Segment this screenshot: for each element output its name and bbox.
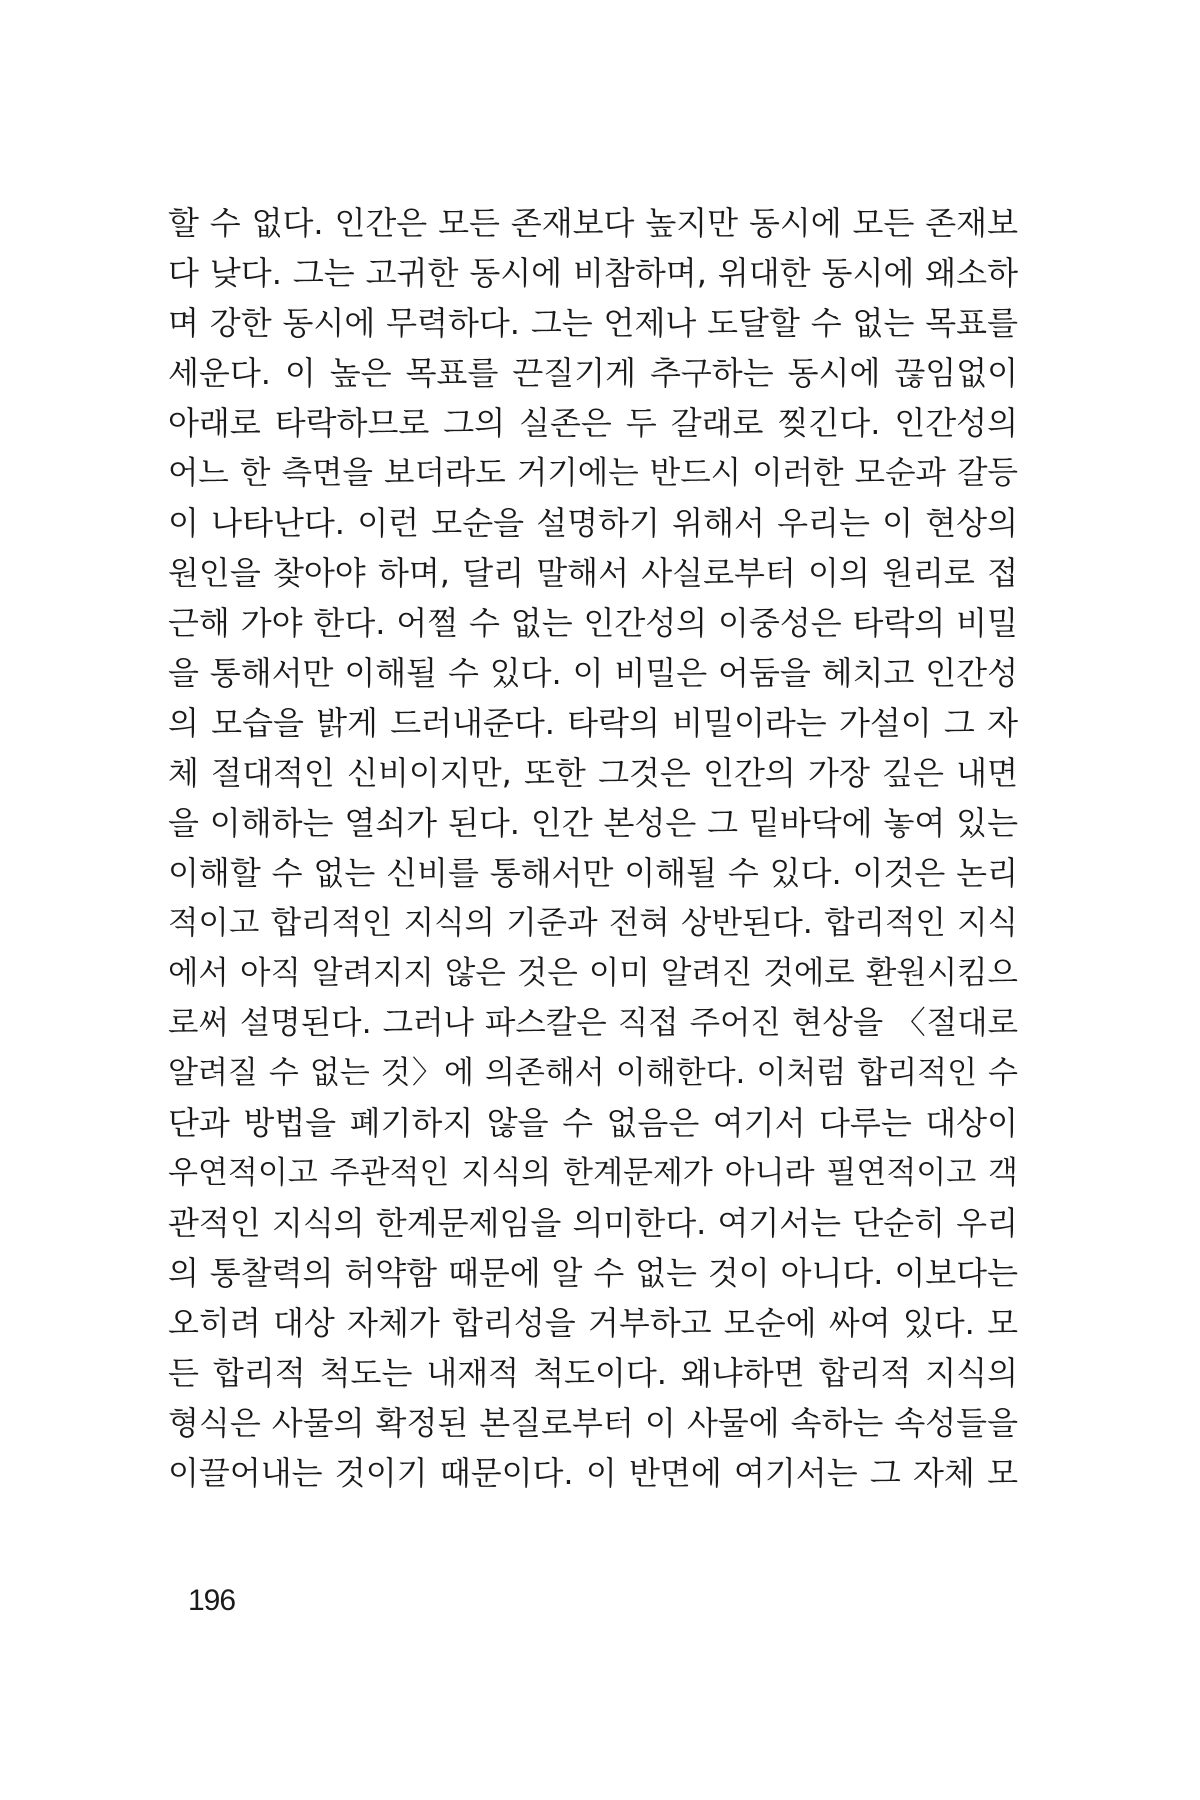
text-line: 의 통찰력의 허약함 때문에 알 수 없는 것이 아니다. 이보다는 (168, 1254, 1018, 1292)
text-line: 할 수 없다. 인간은 모든 존재보다 높지만 동시에 모든 존재보 (168, 204, 1018, 242)
text-line: 이끌어내는 것이기 때문이다. 이 반면에 여기서는 그 자체 모 (168, 1454, 1018, 1492)
text-line: 형식은 사물의 확정된 본질로부터 이 사물에 속하는 속성들을 (168, 1404, 1018, 1442)
text-line: 이 나타난다. 이런 모순을 설명하기 위해서 우리는 이 현상의 (168, 504, 1018, 542)
text-line: 을 통해서만 이해될 수 있다. 이 비밀은 어둠을 헤치고 인간성 (168, 654, 1018, 692)
text-line: 을 이해하는 열쇠가 된다. 인간 본성은 그 밑바닥에 놓여 있는 (168, 804, 1018, 842)
body-text (168, 198, 1018, 1498)
text-line: 에서 아직 알려지지 않은 것은 이미 알려진 것에로 환원시킴으 (168, 955, 1018, 991)
text-line: 우연적이고 주관적인 지식의 한계문제가 아니라 필연적이고 객 (168, 1155, 1018, 1191)
text-line: 며 강한 동시에 무력하다. 그는 언제나 도달할 수 없는 목표를 (168, 304, 1018, 342)
text-line: 세운다. 이 높은 목표를 끈질기게 추구하는 동시에 끊임없이 (168, 354, 1018, 392)
text-line: 의 모습을 밝게 드러내준다. 타락의 비밀이라는 가설이 그 자 (168, 704, 1018, 742)
text-line: 아래로 타락하므로 그의 실존은 두 갈래로 찢긴다. 인간성의 (168, 404, 1018, 442)
text-line: 원인을 찾아야 하며, 달리 말해서 사실로부터 이의 원리로 접 (168, 554, 1018, 592)
text-line: 어느 한 측면을 보더라도 거기에는 반드시 이러한 모순과 갈등 (168, 455, 1018, 491)
text-line: 이해할 수 없는 신비를 통해서만 이해될 수 있다. 이것은 논리 (168, 854, 1018, 892)
page-number: 196 (188, 1584, 236, 1617)
text-line: 다 낮다. 그는 고귀한 동시에 비참하며, 위대한 동시에 왜소하 (168, 254, 1018, 292)
text-line: 로써 설명된다. 그러나 파스칼은 직접 주어진 현상을 〈절대로 (168, 1005, 1018, 1041)
text-line: 단과 방법을 폐기하지 않을 수 없음은 여기서 다루는 대상이 (168, 1104, 1018, 1142)
text-line: 체 절대적인 신비이지만, 또한 그것은 인간의 가장 깊은 내면 (168, 754, 1018, 792)
text-line: 관적인 지식의 한계문제임을 의미한다. 여기서는 단순히 우리 (168, 1204, 1018, 1242)
text-line: 적이고 합리적인 지식의 기준과 전혀 상반된다. 합리적인 지식 (168, 905, 1018, 941)
text-line: 오히려 대상 자체가 합리성을 거부하고 모순에 싸여 있다. 모 (168, 1304, 1018, 1342)
text-line: 든 합리적 척도는 내재적 척도이다. 왜냐하면 합리적 지식의 (168, 1354, 1018, 1392)
text-line: 알려질 수 없는 것〉에 의존해서 이해한다. 이처럼 합리적인 수 (168, 1055, 1018, 1091)
text-line: 근해 가야 한다. 어쩔 수 없는 인간성의 이중성은 타락의 비밀 (168, 604, 1018, 642)
